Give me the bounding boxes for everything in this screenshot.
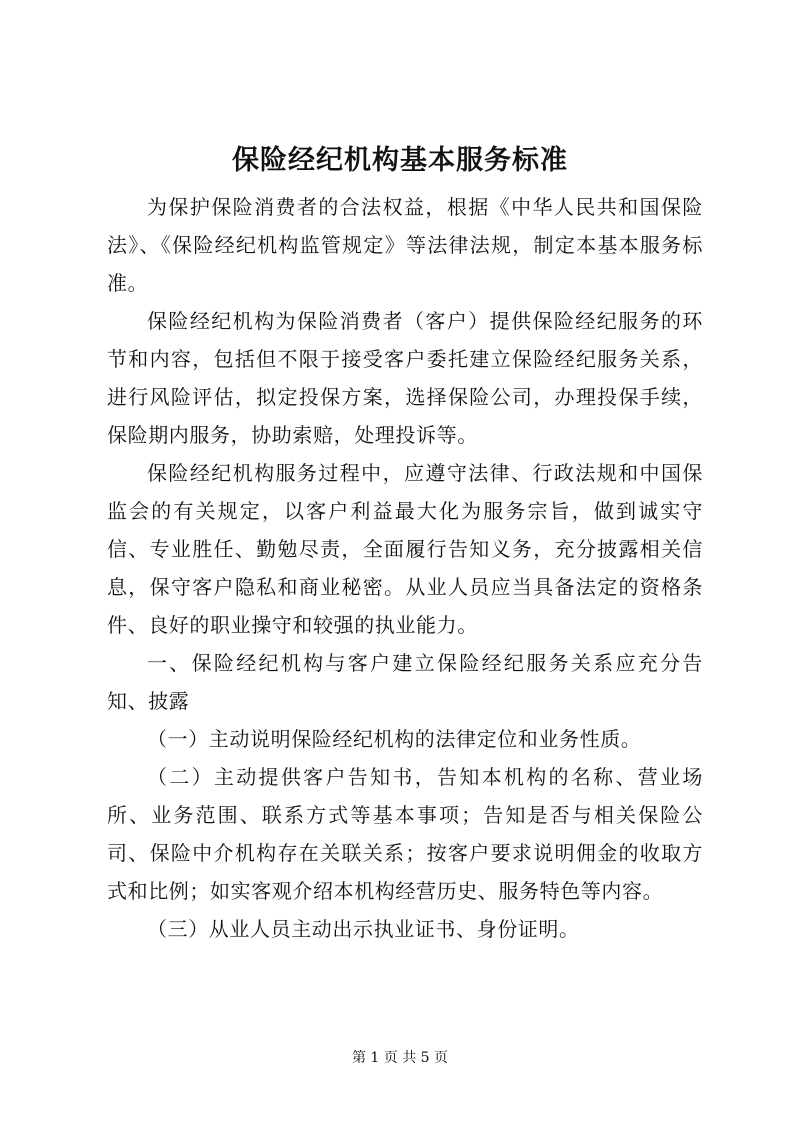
paragraph-service-scope: 保险经纪机构为保险消费者（客户）提供保险经纪服务的环节和内容，包括但不限于接受客户委托建立保险经纪服务关系，进行风险评估，拟定投保方案，选择保险公司，办理投保手续，保险期内服务，协助索赔，处理投诉等。: [107, 309, 703, 447]
clause-2: （二）主动提供客户告知书，告知本机构的名称、营业场所、业务范围、联系方式等基本事项；告知是否与相关保险公司、保险中介机构存在关联关系；按客户要求说明佣金的收取方式和比例；如实客观介绍本机构经营历史、服务特色等内容。: [107, 765, 703, 903]
document-body: [107, 188, 703, 948]
section-heading-disclosure: 一、保险经纪机构与客户建立保险经纪服务关系应充分告知、披露: [107, 651, 703, 713]
document-title: 保险经纪机构基本服务标准: [232, 145, 568, 176]
paragraph-service-principles: 保险经纪机构服务过程中，应遵守法律、行政法规和中国保监会的有关规定，以客户利益最大化为服务宗旨，做到诚实守信、专业胜任、勤勉尽责，全面履行告知义务，充分披露相关信息，保守客户隐私和商业秘密。从业人员应当具备法定的资格条件、良好的职业操守和较强的执业能力。: [107, 461, 703, 637]
clause-3: （三）从业人员主动出示执业证书、身份证明。: [147, 917, 580, 941]
page-footer: 第 1 页 共 5 页: [351, 1050, 449, 1066]
clause-1: （一）主动说明保险经纪机构的法律定位和业务性质。: [147, 727, 642, 751]
paragraph-intro: 为保护保险消费者的合法权益，根据《中华人民共和国保险法》、《保险经纪机构监管规定》等法律法规，制定本基本服务标准。: [107, 195, 703, 295]
